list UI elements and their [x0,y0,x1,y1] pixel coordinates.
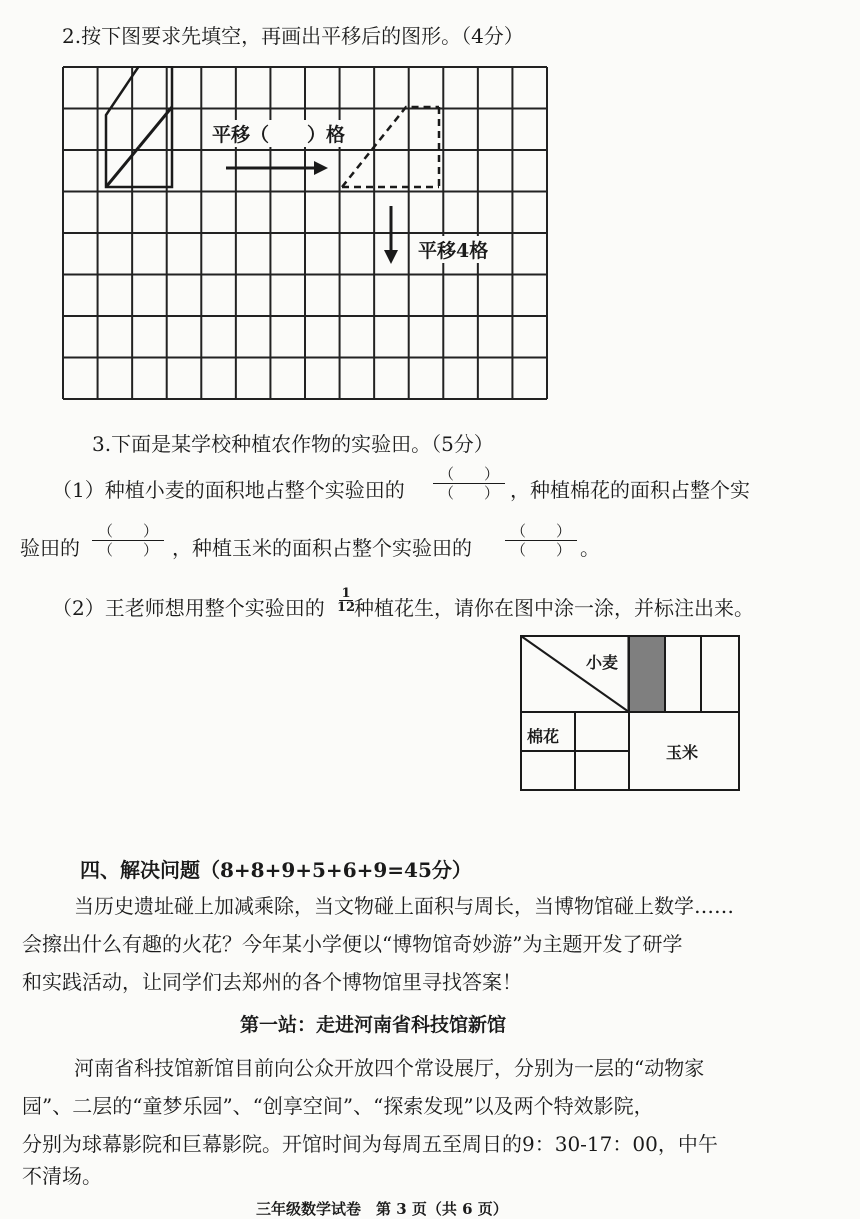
blank-numerator[interactable]: （ ） [97,522,158,540]
blank-denominator[interactable]: （ ） [438,484,499,502]
blank-denominator[interactable]: （ ） [97,541,158,559]
blank-numerator[interactable]: （ ） [510,522,571,540]
experimental-field[interactable] [519,634,743,794]
field-label-corn: 玉米 [666,743,699,762]
q3-p2-text-b: 种植花生，请你在图中涂一涂，并标注出来。 [354,596,754,620]
q3-p2-text-a: （2）王老师想用整个实验田的 [52,596,325,620]
fraction-one-twelfth: 1 12 [337,586,356,615]
grid-lines [63,67,547,399]
translation-grid [62,66,548,400]
q3-p1-text-e: 。 [580,536,600,560]
q3-p1-text-b: ，种植棉花的面积占整个实 [510,478,750,502]
q3-p1-text-a: （1）种植小麦的面积地占整个实验田的 [52,478,405,502]
blank-fraction-cotton[interactable] [92,522,164,559]
q3-title: 3.下面是某学校种植农作物的实验田。（5分） [92,432,494,456]
station-line-4: 不清场。 [22,1164,102,1188]
q3-p1-text-d: ，种植玉米的面积占整个实验田的 [172,536,472,560]
station-title: 第一站：走进河南省科技馆新馆 [240,1014,507,1036]
shaded-peanut-area [627,636,665,712]
blank-numerator[interactable]: （ ） [438,465,499,483]
down-arrow-head [384,250,398,264]
translated-shape [342,107,439,187]
wheat-diagonal [521,636,629,712]
station-line-2: 园”、二层的“童梦乐园”、“创享空间”、“探索发现”以及两个特效影院， [22,1094,654,1118]
blank-fraction-corn[interactable] [505,522,577,559]
right-arrow-head [314,161,328,175]
q2-title: 2.按下图要求先填空，再画出平移后的图形。（4分） [62,24,524,48]
field-label-wheat: 小麦 [586,653,619,672]
intro-line-3: 和实践活动，让同学们去郑州的各个博物馆里寻找答案！ [22,970,522,994]
blank-fraction-wheat[interactable] [433,465,505,502]
station-line-1: 河南省科技馆新馆目前向公众开放四个常设展厅，分别为一层的“动物家 [74,1056,705,1080]
page-footer: 三年级数学试卷 第 3 页（共 6 页） [256,1200,508,1218]
label-translate-right: 平移（ ）格 [210,120,347,147]
original-shape [106,66,172,187]
intro-line-2: 会擦出什么有趣的火花？今年某小学便以“博物馆奇妙游”为主题开发了研学 [22,932,683,956]
blank-denominator[interactable]: （ ） [510,541,571,559]
label-translate-down: 平移4格 [416,236,490,263]
section4-heading: 四、解决问题（8+8+9+5+6+9=45分） [80,858,472,882]
shape-diagonal-1 [106,147,139,187]
q3-p1-text-c: 验田的 [20,536,80,560]
intro-line-1: 当历史遗址碰上加减乘除，当文物碰上面积与周长，当博物馆碰上数学…… [74,894,734,918]
field-label-cotton: 棉花 [527,727,560,746]
station-line-3: 分别为球幕影院和巨幕影院。开馆时间为每周五至周日的9：30-17：00，中午 [22,1132,718,1156]
